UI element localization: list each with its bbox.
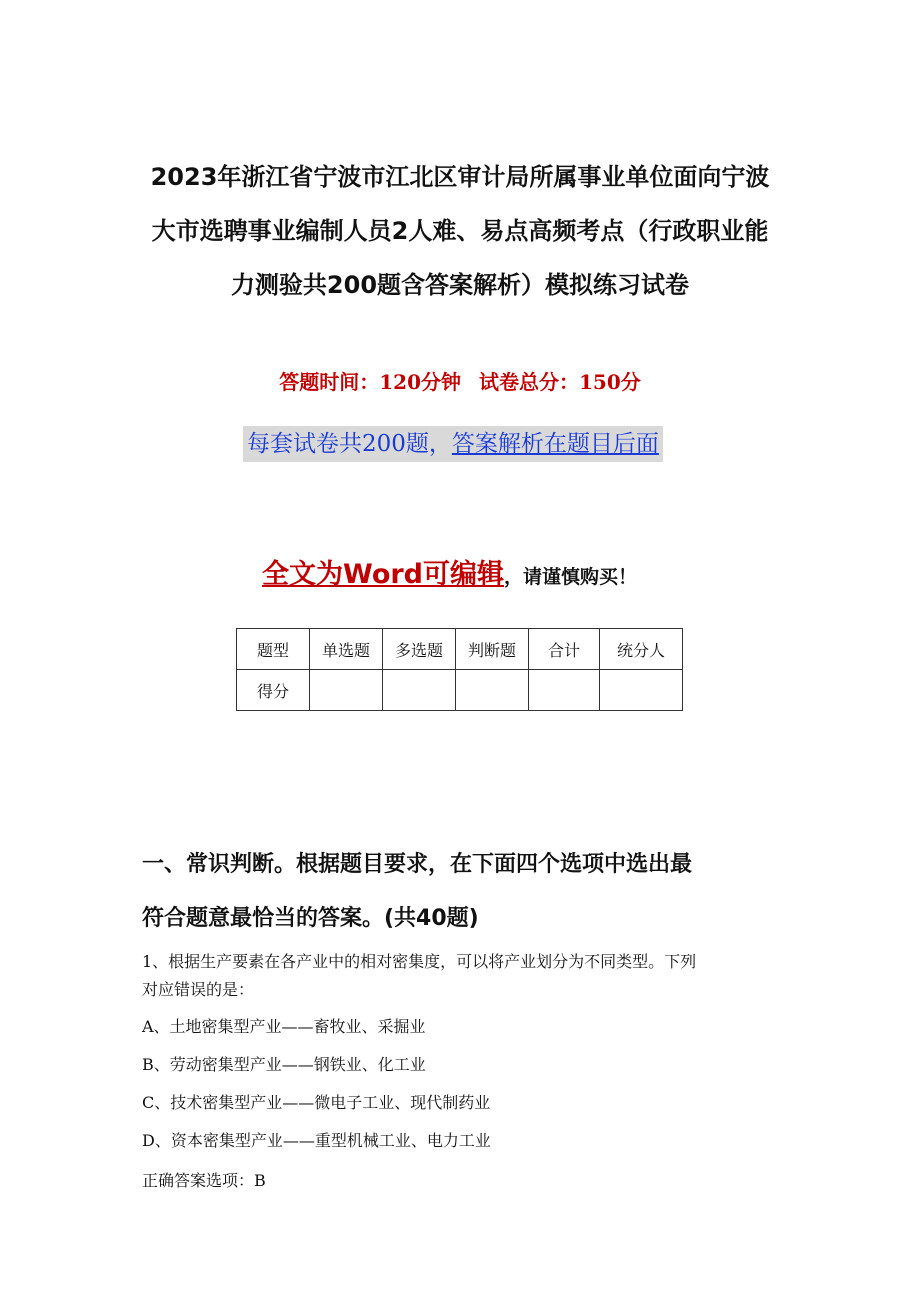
header-cell-single-choice: 单选题 (310, 629, 383, 670)
option-d: D、资本密集型产业——重型机械工业、电力工业 (142, 1131, 491, 1150)
word-editable-notice (262, 552, 637, 591)
score-cell-single-choice (310, 670, 383, 711)
score-cell-true-false (456, 670, 529, 711)
header-cell-type: 题型 (237, 629, 310, 670)
row-label-score: 得分 (237, 670, 310, 711)
answer-location-link[interactable]: 答案解析在题目后面 (451, 431, 659, 457)
title-line-2: 大市选聘事业编制人员2人难、易点高频考点（行政职业能 (151, 217, 769, 245)
header-cell-scorer: 统分人 (600, 629, 683, 670)
option-b: B、劳动密集型产业——钢铁业、化工业 (142, 1055, 426, 1074)
correct-answer: 正确答案选项：B (142, 1171, 266, 1190)
score-table-header-row (237, 629, 683, 670)
section-heading-line-1: 一、常识判断。根据题目要求，在下面四个选项中选出最 (142, 852, 693, 877)
page-title (100, 150, 820, 312)
notice-text: 每套试卷共200题， (247, 431, 452, 457)
score-cell-scorer (600, 670, 683, 711)
header-cell-true-false: 判断题 (456, 629, 529, 670)
exam-info (0, 366, 920, 395)
section-heading-line-2: 符合题意最恰当的答案。(共40题) (142, 906, 479, 931)
score-cell-total (529, 670, 600, 711)
header-cell-multi-choice: 多选题 (383, 629, 456, 670)
title-line-3: 力测验共200题含答案解析）模拟练习试卷 (230, 271, 690, 299)
score-table-score-row (237, 670, 683, 711)
exam-total-score: 试卷总分：150分 (479, 370, 641, 394)
exam-time: 答题时间：120分钟 (279, 370, 461, 394)
option-a: A、土地密集型产业——畜牧业、采掘业 (142, 1017, 426, 1036)
score-table (236, 628, 683, 711)
question-stem-line-2: 对应错误的是： (142, 980, 255, 999)
word-editable-text: 全文为Word可编辑 (262, 559, 505, 590)
header-cell-total: 合计 (529, 629, 600, 670)
section-heading (142, 838, 792, 946)
question-stem-line-1: 1、根据生产要素在各产业中的相对密集度，可以将产业划分为不同类型。下列 (142, 952, 697, 971)
title-line-1: 2023年浙江省宁波市江北区审计局所属事业单位面向宁波 (150, 163, 770, 191)
option-c: C、技术密集型产业——微电子工业、现代制药业 (142, 1093, 491, 1112)
question-count-notice (243, 426, 663, 462)
score-cell-multi-choice (383, 670, 456, 711)
purchase-caution-text: ，请谨慎购买！ (504, 566, 638, 588)
question-stem (142, 948, 792, 1004)
